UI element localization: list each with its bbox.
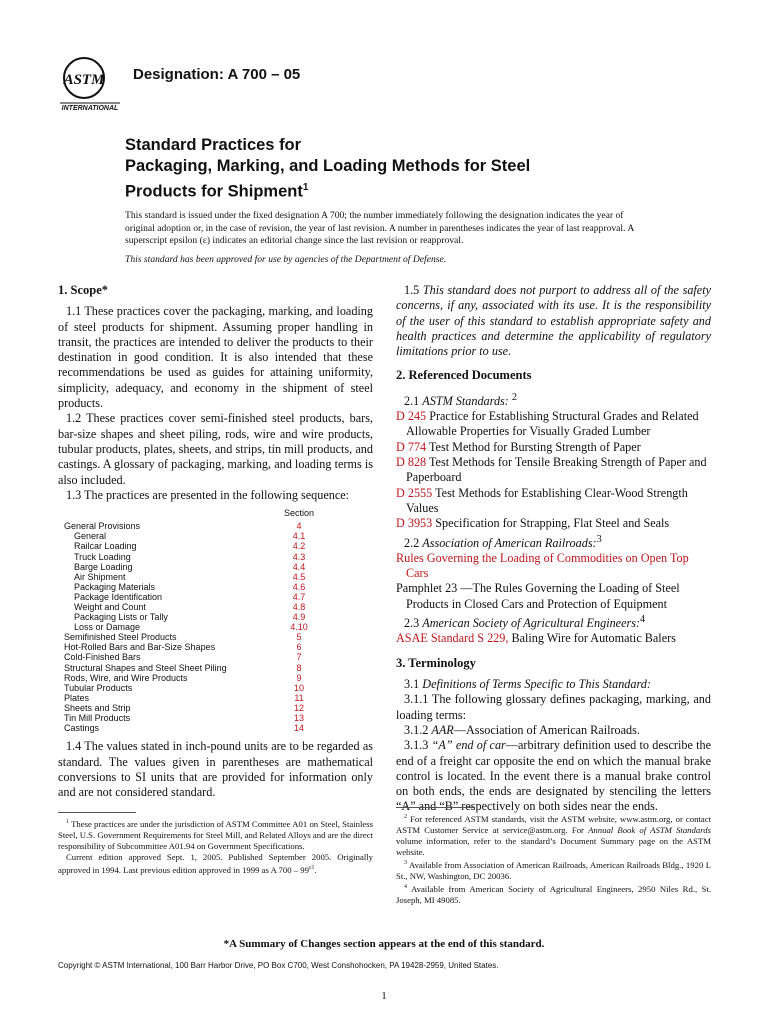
- sequence-label: Rods, Wire, and Wire Products: [64, 672, 188, 683]
- sequence-row: [64, 531, 324, 541]
- astm-reference-link[interactable]: D 828: [396, 455, 427, 470]
- para-1-5: 1.5 This standard does not purport to address all of the safety concerns, if any, associated with its use. It is the responsibility of the user of this standard to establish appropriate safety and health practices and determine the applicability of regulatory limitations prior to use.: [396, 283, 711, 359]
- astm-reference-link[interactable]: D 245: [396, 409, 427, 424]
- sequence-label: Castings: [64, 723, 100, 734]
- sequence-label: Structural Shapes and Steel Sheet Piling: [64, 662, 227, 673]
- pamphlet-23: Pamphlet 23 —The Rules Governing the Loading of Steel Products in Closed Cars and Protection of Equipment: [396, 581, 680, 611]
- sequence-label: Tubular Products: [64, 682, 133, 693]
- para-1-3: 1.3 The practices are presented in the following sequence:: [66, 487, 350, 502]
- scope-heading: 1. Scope*: [58, 283, 108, 297]
- footnote-rule-right: [396, 807, 474, 808]
- document-title: [125, 135, 685, 203]
- astm-reference: [396, 409, 711, 440]
- sequence-section-link[interactable]: 10: [293, 682, 304, 693]
- logo-subtext: INTERNATIONAL: [61, 105, 119, 112]
- sequence-section-link[interactable]: 4.6: [292, 581, 306, 592]
- para-3-1-3: 3.1.3 “A” end of car—arbitrary definition used to describe the end of a freight car opposite the end on which the manual brake control is located. In the event there is a manual brake control on both ends, the ends are designated by stenciling the letters “A” and “B” respectively on both sides near the ends.: [396, 738, 712, 814]
- sequence-label: Air Shipment: [74, 571, 126, 582]
- sequence-row: [64, 622, 324, 632]
- sequence-row: [64, 723, 324, 733]
- sequence-section-link[interactable]: 4.10: [290, 622, 308, 633]
- sequence-label: Tin Mill Products: [64, 713, 131, 724]
- asae-link[interactable]: ASAE Standard S 229,: [396, 631, 509, 646]
- astm-reference: [396, 486, 711, 517]
- sequence-section-link[interactable]: 14: [293, 723, 304, 734]
- sequence-label: Truck Loading: [74, 551, 131, 562]
- astm-reference-link[interactable]: D 3953: [396, 516, 433, 531]
- footnote-3: $^3$ Available from Association of American Railroads, American Railroads Bldg., 1920 L St., NW, Washington, DC 20036.: [396, 859, 711, 881]
- sequence-row: [64, 683, 324, 693]
- sequence-section-link[interactable]: 9: [296, 672, 302, 683]
- footnote-2: $^2$ For referenced ASTM standards, visit the ASTM website, www.astm.org, or contact ASTM Customer Service at service@astm.org. For Annual Book of ASTM Standards volume information, refer to the standard’s Document Summary page on the ASTM website.: [396, 813, 711, 857]
- sequence-row: [64, 582, 324, 592]
- sequence-section-link[interactable]: 4.8: [292, 602, 306, 612]
- page-number: 1: [381, 990, 387, 1002]
- astm-reference: [396, 455, 711, 486]
- para-3-1-2: 3.1.2 AAR—Association of American Railroads.: [404, 722, 640, 737]
- astm-reference-link[interactable]: D 774: [396, 439, 427, 454]
- sequence-section-link[interactable]: 12: [293, 702, 304, 713]
- sequence-section-link[interactable]: 4.5: [292, 571, 306, 582]
- sequence-label: General Provisions: [64, 521, 141, 532]
- sequence-row: [64, 602, 324, 612]
- astm-logo: [58, 54, 122, 116]
- designation: Designation: A 700 – 05: [133, 66, 301, 83]
- para-2-3: 2.3 American Society of Agricultural Engineers:$^4$: [404, 614, 646, 631]
- title-line-2: Packaging, Marking, and Loading Methods for Steel: [125, 157, 531, 175]
- sequence-label: Semifinished Steel Products: [64, 632, 177, 643]
- sequence-row: [64, 663, 324, 673]
- referenced-documents-heading: 2. Referenced Documents: [396, 368, 532, 383]
- para-2-2: 2.2 Association of American Railroads:$^3$: [404, 533, 602, 550]
- sequence-row: [64, 521, 324, 531]
- sequence-label: General: [74, 531, 107, 542]
- para-2-1: 2.1 ASTM Standards: $^2$: [404, 391, 517, 408]
- sequence-row: [64, 642, 324, 652]
- sequence-label: Sheets and Strip: [64, 702, 131, 713]
- sequence-label: Packaging Lists or Tally: [74, 612, 168, 623]
- astm-reference: [396, 516, 711, 531]
- sequence-label: Hot-Rolled Bars and Bar-Size Shapes: [64, 642, 216, 653]
- terminology-heading: 3. Terminology: [396, 655, 476, 670]
- astm-reference-title: Practice for Establishing Structural Grades and Related Allowable Properties for Visually Graded Lumber: [406, 409, 699, 439]
- sequence-label: Loss or Damage: [74, 622, 141, 633]
- footnote-1-edition: Current edition approved Sept. 1, 2005. Published September 2005. Originally approved in 1994. Last previous edition approved in 1999 as A $700 - 99^{\varepsilon 1}$.: [58, 851, 373, 875]
- dod-approval-note: This standard has been approved for use by agencies of the Department of Defense.: [125, 253, 447, 265]
- astm-reference-title: Test Method for Bursting Strength of Paper: [428, 439, 641, 454]
- para-3-1: 3.1 Definitions of Terms Specific to This Standard:: [404, 677, 651, 692]
- intro-block: [125, 210, 640, 272]
- aar-rules-link[interactable]: Rules Governing the Loading of Commodities on Open Top Cars: [396, 550, 689, 581]
- astm-reference: [396, 440, 711, 455]
- astm-reference-title: Specification for Strapping, Flat Steel and Seals: [435, 516, 670, 531]
- sequence-label: Weight and Count: [74, 602, 146, 612]
- sequence-row: [64, 552, 324, 562]
- sequence-section-link[interactable]: 4.3: [292, 551, 306, 562]
- sequence-label: Barge Loading: [74, 561, 133, 572]
- astm-reference-link[interactable]: D 2555: [396, 485, 433, 500]
- sequence-section-link[interactable]: 5: [296, 632, 302, 643]
- sequence-row: [64, 541, 324, 551]
- sequence-label: Railcar Loading: [74, 541, 137, 552]
- sequence-row: [64, 713, 324, 723]
- footnote-1: $^1$ These practices are under the jurisdiction of ASTM Committee A01 on Steel, Stainless Steel, U.S. Government Requirements for Steel Mill, and Related Alloys and are the direct responsibility of Subcommittee A01.94 on Government Specifications.: [58, 818, 374, 851]
- sequence-section-link[interactable]: 6: [296, 642, 302, 653]
- sequence-section-link[interactable]: 7: [296, 652, 302, 663]
- sequence-section-link[interactable]: 4.9: [292, 612, 306, 623]
- para-1-1: 1.1 These practices cover the packaging, marking, and loading of steel products for shipment. Assuming proper handling in transit, the practices are intended to deliver the products to their destination in good condition. It is also intended that these recommendations be used as guides for attaining uniformity, simplicity, adequacy, and economy in the shipment of steel products.: [58, 304, 373, 411]
- footnote-4: $^4$ Available from American Society of Agricultural Engineers, 2950 Niles Rd., St. Joseph, MI 49085.: [396, 883, 711, 905]
- footnotes-right: [396, 812, 711, 906]
- footnotes-left: [58, 817, 373, 876]
- section-header: Section: [283, 508, 315, 519]
- sequence-section-link[interactable]: 4: [296, 521, 302, 532]
- sequence-row: [64, 592, 324, 602]
- summary-of-changes-note: *A Summary of Changes section appears at the end of this standard.: [223, 938, 545, 950]
- sequence-label: Plates: [64, 692, 90, 703]
- para-3-1-1: 3.1.1 The following glossary defines packaging, marking, and loading terms:: [396, 692, 711, 722]
- sequence-table: [64, 507, 324, 733]
- astm-reference-title: Test Methods for Establishing Clear-Wood Strength Values: [406, 485, 688, 515]
- sequence-section-link[interactable]: 13: [293, 713, 304, 724]
- footnote-rule-left: [58, 812, 136, 813]
- title-line-3: Products for Shipment$^1$: [125, 182, 309, 201]
- right-column: [396, 283, 711, 815]
- sequence-row: [64, 562, 324, 572]
- sequence-row: [64, 612, 324, 622]
- asae-reference: ASAE Standard S 229, Baling Wire for Automatic Balers: [396, 631, 676, 646]
- sequence-row: [64, 632, 324, 642]
- sequence-section-link[interactable]: 4.2: [292, 541, 306, 552]
- sequence-row: [64, 693, 324, 703]
- title-line-1: Standard Practices for: [125, 136, 302, 154]
- sequence-label: Package Identification: [74, 591, 163, 602]
- sequence-section-link[interactable]: 4.7: [292, 591, 306, 602]
- sequence-row: [64, 652, 324, 662]
- astm-reference-title: Test Methods for Tensile Breaking Strength of Paper and Paperboard: [406, 455, 707, 485]
- sequence-label: Cold-Finished Bars: [64, 652, 141, 663]
- left-column: [58, 283, 373, 800]
- sequence-row: [64, 703, 324, 713]
- title-footnote-mark: 1: [302, 182, 309, 193]
- copyright-line: Copyright © ASTM International, 100 Barr Harbor Drive, PO Box C700, West Conshohocken, PA 19428-2959, United States.: [58, 961, 499, 970]
- intro-paragraph: This standard is issued under the fixed designation A 700; the number immediately following the designation indicates the year of original adoption or, in the case of revision, the year of last revision. A number in parentheses indicates the year of last reapproval. A superscript epsilon (ε) indicates an editorial change since the last revision or reapproval.: [125, 210, 634, 246]
- para-1-4: 1.4 The values stated in inch-pound units are to be regarded as standard. The values given in parentheses are mathematical conversions to SI units that are provided for information only and are not considered standard.: [58, 739, 373, 800]
- sequence-section-link[interactable]: 4.1: [292, 531, 306, 542]
- logo-text: ASTM: [63, 72, 105, 88]
- sequence-row: [64, 673, 324, 683]
- sequence-label: Packaging Materials: [74, 581, 156, 592]
- sequence-section-link[interactable]: 11: [294, 692, 304, 703]
- sequence-row: [64, 572, 324, 582]
- sequence-section-link[interactable]: 8: [296, 662, 302, 673]
- sequence-section-link[interactable]: 4.4: [292, 561, 306, 572]
- para-1-2: 1.2 These practices cover semi-finished steel products, bars, bar-size shapes and sheet piling, rods, wire and wire products, tubular products, plates, sheets, and strips, tin mill products, and castings. A glossary of packaging, marking, and loading terms is also included.: [58, 411, 373, 487]
